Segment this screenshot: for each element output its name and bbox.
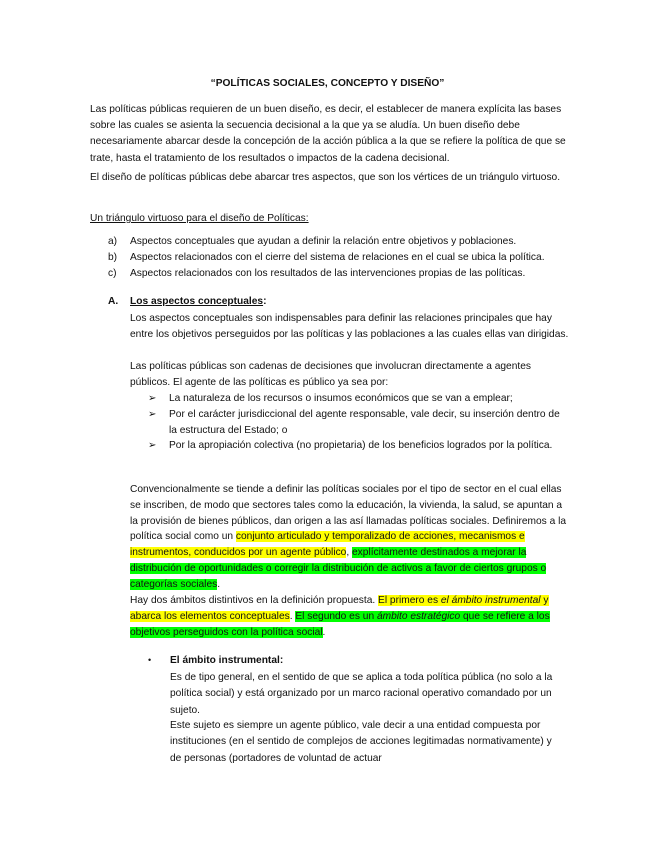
section-heading-text: Los aspectos conceptuales (130, 296, 264, 307)
arrow-bullet-icon: ➢ (148, 440, 157, 451)
triangle-subheading: Un triángulo virtuoso para el diseño de Políticas: (90, 213, 309, 224)
section-marker: A. (108, 296, 119, 307)
highlight-text: y abarca los elementos conceptuales (130, 595, 549, 622)
intro-paragraph: Las políticas públicas requieren de un buen diseño, es decir, el establecer de manera explícita las bases sobre las cuales se asienta la secuencia decisional a la que ya se aludía. Un buen diseño debe necesariamente abarcar desde la concepción de la acción pública a la que se refiere la política de que se trate, hasta el tratamiento de los resultados o impactos de la cadena decisional. (90, 104, 566, 164)
paragraph-text: . (322, 626, 326, 638)
paragraph-text: , (346, 547, 353, 559)
instrumental-paragraph-2: Este sujeto es siempre un agente público, vale decir a una entidad compuesta por instituciones (en el sentido de complejos de acciones legitimadas normativamente) y de personas (portadores de voluntad de actuar (170, 720, 552, 764)
highlight-green: explícitamente destinados a mejorar la distribución de oportunidades o corregir la distribución de activos a favor de ciertos grupos o categorías sociales (130, 547, 547, 590)
highlight-emphasis: ámbito estratégico (376, 610, 461, 622)
instrumental-heading-text: El ámbito instrumental: (170, 655, 284, 666)
section-heading-colon: : (263, 296, 267, 307)
second-paragraph: El diseño de políticas públicas debe abarcar tres aspectos, que son los vértices de un triángulo virtuoso. (90, 172, 561, 183)
section-a-paragraph-1: Los aspectos conceptuales son indispensables para definir las relaciones principales que hay entre los objetivos perseguidos por las políticas y las poblaciones a las cuales ellas van dirigidas. (130, 313, 569, 340)
document-title: “POLÍTICAS SOCIALES, CONCEPTO Y DISEÑO” (210, 78, 445, 89)
paragraph-text: Hay dos ámbitos distintivos en la definición propuesta. (130, 595, 379, 606)
highlight-text: El primero es (378, 595, 441, 606)
highlight-emphasis: el ámbito instrumental (440, 595, 541, 606)
section-a-paragraph-3 (130, 482, 570, 593)
criteria-text: Por el carácter jurisdiccional del agente responsable, vale decir, su inserción dentro de la estructura del Estado; o (169, 409, 560, 436)
highlight-text: que se refiere a los objetivos perseguidos con la política social (130, 610, 550, 638)
list-marker: a) (108, 236, 118, 247)
highlight-yellow: conjunto articulado y temporalizado de acciones, mecanismos e instrumentos, conducidos por un agente público (130, 531, 525, 559)
list-marker: c) (108, 268, 117, 279)
section-a-paragraph-4 (130, 593, 570, 640)
highlight-text: El segundo es un (295, 610, 377, 622)
list-item-text: Aspectos relacionados con los resultados de las intervenciones propias de las políticas. (130, 268, 526, 279)
criteria-text: La naturaleza de los recursos o insumos económicos que se van a emplear; (169, 393, 513, 404)
paragraph-text: . (217, 578, 221, 590)
criteria-text: Por la apropiación colectiva (no propietaria) de los beneficios logrados por la política. (169, 440, 553, 451)
instrumental-paragraph-1: Es de tipo general, en el sentido de que se aplica a toda política pública (no solo a la política social) y está organizado por un marco racional operativo comandado por un sujeto. (170, 672, 553, 716)
list-marker: b) (108, 252, 118, 263)
list-item-text: Aspectos conceptuales que ayudan a definir la relación entre objetivos y poblaciones. (130, 236, 517, 247)
list-item-text: Aspectos relacionados con el cierre del sistema de relaciones en el cual se ubica la política. (130, 252, 545, 263)
section-a-paragraph-2: Las políticas públicas son cadenas de decisiones que involucran directamente a agentes públicos. El agente de las políticas es público ya sea por: (130, 361, 531, 388)
arrow-bullet-icon: ➢ (148, 393, 157, 404)
paragraph-text: . (289, 610, 296, 622)
arrow-bullet-icon: ➢ (148, 409, 157, 420)
paragraph-text: Convencionalmente se tiende a definir las políticas sociales por el tipo de sector en el cual ellas se inscriben, de modo que sectores tales como la educación, la vivienda, la salud, se apuntan a la provisión de bienes públicos, dan origen a las así llamadas políticas sociales. Definiremos a la política social como un (130, 484, 567, 543)
bullet-icon: • (148, 655, 152, 665)
